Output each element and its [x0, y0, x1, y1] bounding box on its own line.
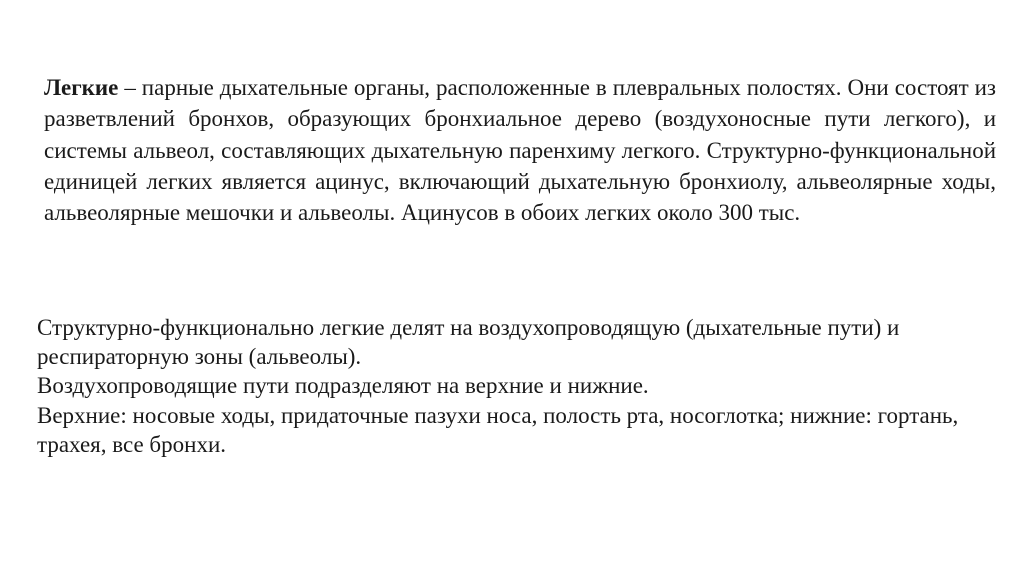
lung-zones-line: Структурно-функционально легкие делят на воздухопроводящую (дыхательные пути) и респираторную зоны (альвеолы). — [37, 315, 900, 370]
airways-list-line: Верхние: носовые ходы, придаточные пазухи носа, полость рта, носоглотка; нижние: гортань, трахея, все бронхи. — [37, 402, 959, 457]
airways-division-line: Воздухопроводящие пути подразделяют на верхние и нижние. — [37, 373, 649, 399]
lung-zones-paragraph — [37, 313, 997, 459]
lungs-definition-text: – парные дыхательные органы, расположенные в плевральных полостях. Они состоят из разветвлений бронхов, образующих бронхиальное дерево (воздухоносные пути легкого), и системы альвеол, составляющих дыхательную паренхиму легкого. Структурно-функциональной единицей легких является ацинус, включающий дыхательную бронхиолу, альвеолярные ходы, альвеолярные мешочки и альвеолы. Ацинусов в обоих легких около 300 тыс. — [44, 75, 996, 226]
term-lungs: Легкие — [44, 75, 119, 100]
lungs-definition-paragraph — [44, 72, 996, 228]
